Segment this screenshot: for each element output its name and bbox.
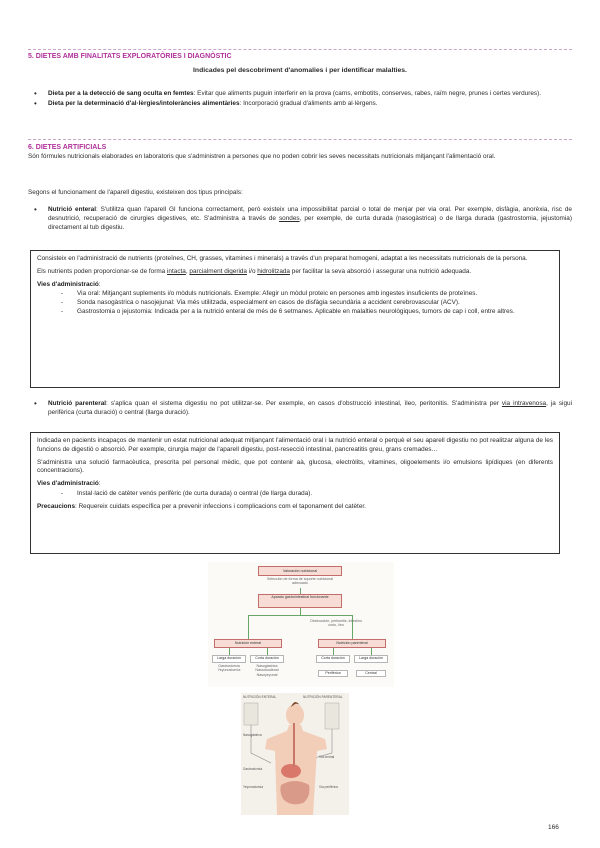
page-number: 166: [548, 824, 559, 831]
nutrition-illustration: [241, 693, 349, 815]
parenteral-bag-icon: [325, 703, 339, 729]
flow-note-short-enteral: Nasogástrica Nasoduodenal Nasoyeyunal: [255, 664, 279, 677]
list-item: • Dieta per la determinació d'al·lèrgies/intoleràncies alimentàries: Incorporació gradual d'aliments amb al·lèrgens.: [28, 100, 572, 109]
section-5-list: [28, 90, 572, 110]
enteral-info-box: Consisteix en l'administració de nutrients (proteïnes, CH, grasses, vitamines i minerals) a través d'un preparat homogeni, adaptat a les necessitats nutricionals de la persona. Els nutrients poden proporcionar-se de forma intacta, parcialment digerida i/o hidrolitzada per facilitar la seva absorció i assegurar una nutrició adequada. Vies d'administració: - Via oral: Mitjançant suplements i/o mòduls nutricionals. Exemple: Afegir un mòdul proteic en persones amb ingestes insuficients de proteïnes. - Sonda nasogàstrica o nasojejunal: Via més utilitzada, especialment en casos de disfàgia secundària a accident cerebrovascular (ACV). - Gastrostomia o jejustomia: Indicada per a la nutrició enteral de més de 6 setmanes. Aplicable en malalties neurològiques, tumors de cap i coll, entre altres.: [30, 250, 560, 388]
list-item: - Gastrostomia o jejustomia: Indicada per a la nutrició enteral de més de 6 setmanes. Aplicable en malalties neurològiques, tumors de cap i coll, entre altres.: [37, 308, 553, 317]
list-item: • Nutrició parenteral: s'aplica quan el sistema digestiu no pot utilitzar-se. Per exemple, en casos d'obstrucció intestinal, ìleo, peritonitis. S'administra per via intravenosa, ja sigui perifèrica (curta duració) o central (llarga duració).: [28, 400, 572, 418]
flow-node-gi-tract: Aparato gastrointestinal funcionante: [258, 594, 342, 608]
flow-node-parenteral: Nutrición parenteral: [318, 639, 386, 648]
nutrition-flowchart: [208, 562, 394, 687]
section-6-title: 6. DIETES ARTIFICIALS: [28, 144, 107, 151]
flow-connector: [248, 615, 249, 639]
parenteral-info-box: Indicada en pacients incapaços de mantenir un estat nutricional adequat mitjançant l'alimentació oral i la nutrició enteral o perquè el seu aparell digestiu no pot realitzar alguna de les funcions de digestió o absorció. Per exemple, cirurgia major de l'aparell digestiu, post-resecció intestinal, pancreatitis greu, grans cremades… S'administra una solució farmacèutica, prescrita pel personal mèdic, que pot contenir aà, glucosa, electròlits, vitamines, oligoelements i/o emulsions lipídiques (en diferents concentracions). Vies d'administració: - Instal·lació de catèter venós perifèric (de curta durada) o central (de llarga durada). Precaucions: Requereix cuidats específica per a prevenir infeccions i complicacions com el taponament del catèter.: [30, 432, 560, 554]
flow-node-long-term: Larga duración: [354, 655, 388, 663]
flow-node-short-term: Corta duración: [316, 655, 350, 663]
flow-node-enteral: Nutrición enteral: [214, 639, 282, 648]
esophagus-shape: [293, 723, 295, 767]
flow-node-central: Central: [356, 670, 386, 677]
label-gastrostomy: Gastrostomía: [243, 767, 263, 771]
flow-connector: [248, 615, 352, 616]
list-item: - Sonda nasogàstrica o nasojejunal: Via més utilitzada, especialment en casos de disfàgia secundària a accident cerebrovascular (ACV).: [37, 299, 553, 308]
section-divider: [28, 49, 572, 50]
panel-label-parenteral: NUTRICIÓN PARENTERAL: [303, 695, 343, 699]
enteral-bag-icon: [244, 703, 258, 725]
body-illustration: [241, 693, 349, 815]
flow-connector: [300, 608, 301, 615]
list-item: • Dieta per a la detecció de sang oculta en femtes: Evitar que aliments puguin interferir en la prova (carns, embotits, conserves, rabes, raïm negre, prunes i certes verdures).: [28, 90, 572, 99]
list-item: - Via oral: Mitjançant suplements i/o mòduls nutricionals. Exemple: Afegir un mòdul proteic en persones amb ingestes insuficients de proteïnes.: [37, 290, 553, 299]
flow-note-contraindications: Obstrucción, peritonitis, intestino corto, íleo: [310, 619, 362, 628]
head-shape: [286, 704, 304, 726]
label-central-line: Vía central: [319, 755, 335, 759]
flow-node-assessment: Valoración nutricional: [258, 566, 342, 576]
section-6-intro: Són fórmules nutricionals elaborades en laboratoris que s'administren a persones que no poden cobrir les seves necessitats nutricionals mitjançant l'alimentació oral.: [28, 153, 496, 160]
label-nasogastric: Nasogástrica: [243, 733, 262, 737]
flow-note-long-enteral: Gastrostomía Yeyunostomía: [217, 664, 241, 673]
flow-connector: [229, 648, 230, 655]
parenteral-list: [28, 400, 572, 419]
flow-connector: [333, 648, 334, 655]
section-5-subtitle: Indicades pel descobriment d'anomalies i per identificar malalties.: [193, 67, 407, 74]
panel-label-enteral: NUTRICIÓN ENTERAL: [243, 695, 277, 699]
flow-note-selection: Selección de forma de soporte nutricional adecuado: [266, 577, 334, 586]
section-divider: [28, 139, 572, 140]
flow-node-long-term: Larga duración: [212, 655, 246, 663]
enteral-list: [28, 206, 572, 233]
flow-node-short-term: Corta duración: [250, 655, 284, 663]
parenteral-routes-list: [37, 490, 553, 499]
flow-connector: [371, 648, 372, 655]
list-item: • Nutrició enteral: S'utilitza quan l'aparell GI funciona correctament, però existeix una impossibilitat parcial o total de menjar per via oral. Per exemple, disfàgia, anorèxia, risc de desnutrició, recuperació de cirurgies digestives, etc. S'administra a través de sondes, per exemple, de curta durada (nasogàstrica) o de llarga durada (gastrostomia, jejustomia) directament al tub digestiu.: [28, 206, 572, 232]
label-peripheral-line: Vía periférica: [319, 785, 338, 789]
enteral-routes-list: [37, 290, 553, 316]
list-item: - Instal·lació de catèter venós perifèric (de curta durada) o central (de llarga durada).: [37, 490, 553, 499]
flow-node-peripheral: Periférica: [318, 670, 348, 677]
flow-connector: [267, 648, 268, 655]
section-5-title: 5. DIETES AMB FINALITATS EXPLORATÒRIES I DIAGNÒSTIC: [28, 53, 232, 60]
label-jejunostomy: Yeyunostomía: [243, 785, 264, 789]
stomach-shape: [281, 764, 301, 778]
section-6-classification: Segons el funcionament de l'aparell digestiu, existeixen dos tipus principals:: [28, 189, 243, 196]
